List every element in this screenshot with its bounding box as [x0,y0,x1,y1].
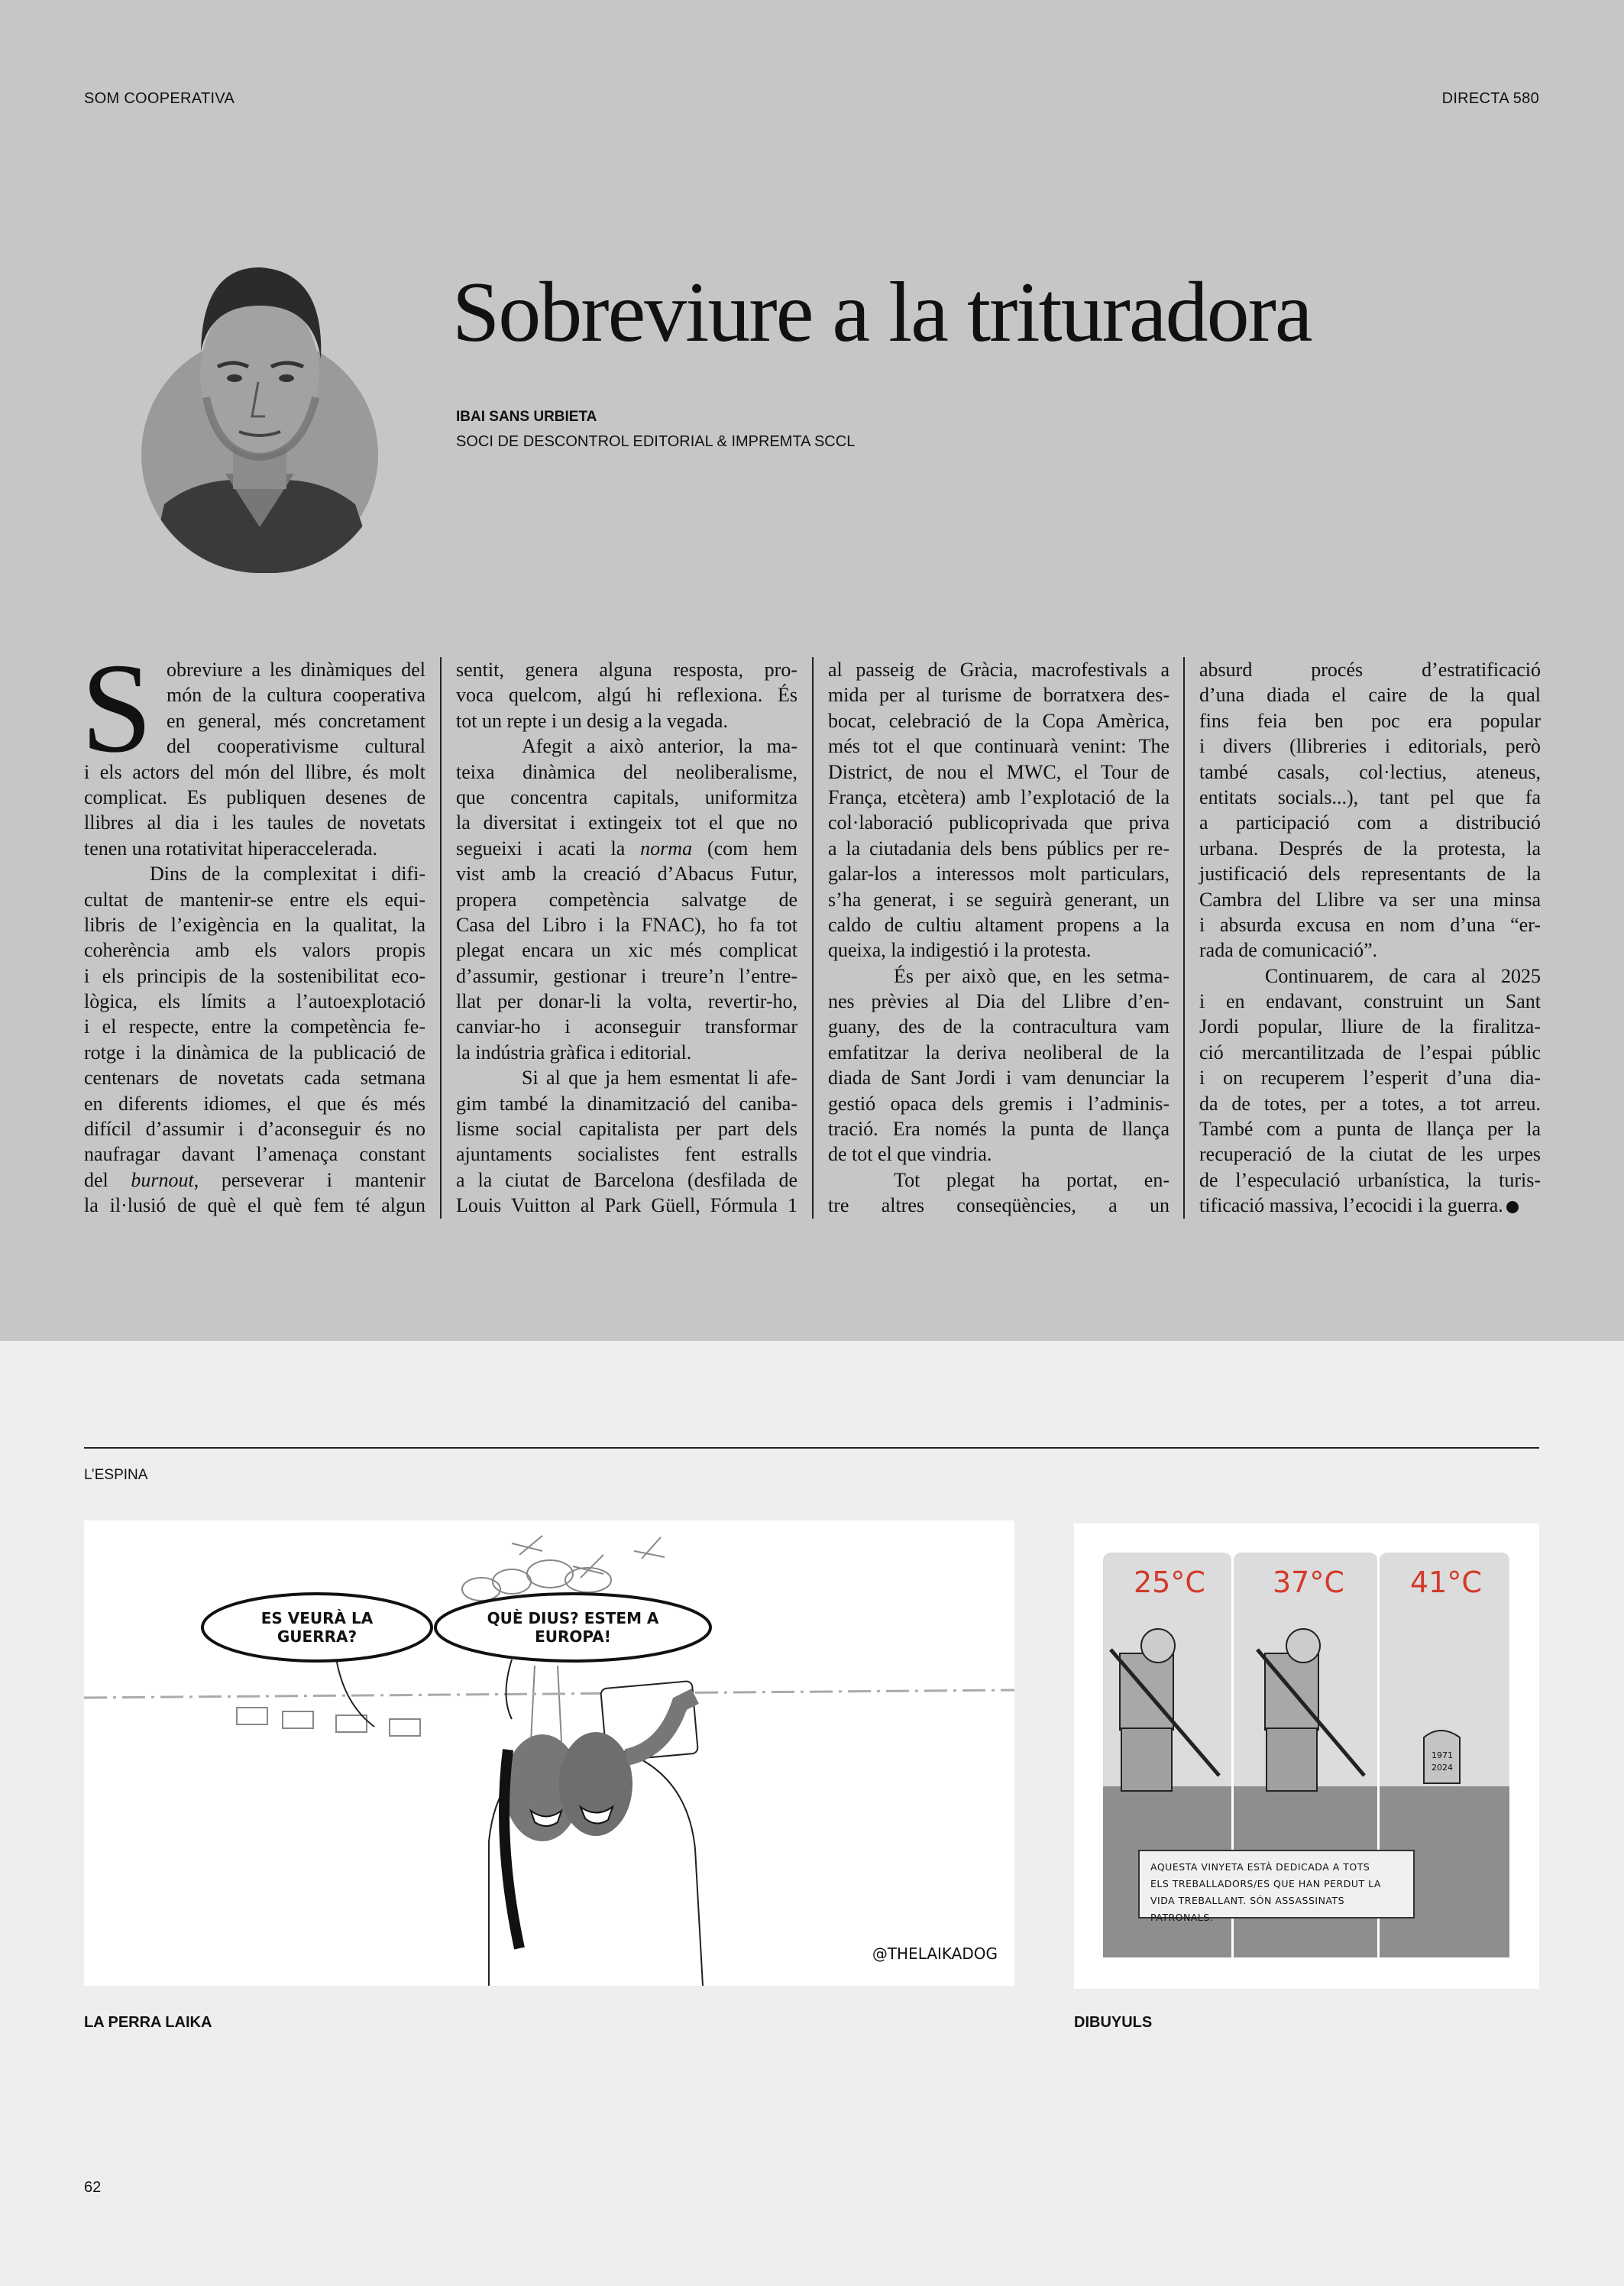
text-line: rotge i la dinàmica de la publicació de [84,1041,425,1064]
text-line: d’una diada el caire de la qual [1199,684,1541,707]
text-line: gestió opaca dels gremis i l’adminis- [828,1092,1169,1115]
author-photo [134,252,386,573]
text-line: rada de comunicació”. [1199,939,1378,962]
text-line: segueixi i acati la norma (com hem [456,837,797,860]
tomb-year-death: 2024 [1432,1763,1453,1773]
text-line: la il·lusió de què el què fem té algun [84,1194,425,1217]
text-line: galar-los a interessos molt particulars, [828,863,1169,886]
text-line: Continuarem, de cara al 2025 [1265,964,1541,987]
text-line: més tot el que continuarà venint: The [828,735,1169,758]
text-line: en general, més concretament [167,709,425,732]
memorial-plaque [1138,1850,1415,1923]
text-line: i el respecte, entre la competència fe- [84,1015,425,1038]
text-line: lisme social capitalista per part dels [456,1118,797,1141]
text-line: teixa dinàmica del neoliberalisme, [456,760,797,783]
text-line: Dins de la complexitat i difi- [150,863,425,886]
cartoon-la-perra-laika [84,1520,1014,1986]
tombstone [1430,1750,1454,1774]
text-line: món de la cultura cooperativa [167,684,425,707]
text-line: nes prèvies al Dia del Llibre d’en- [828,990,1169,1013]
text-line: emfatitzar la deriva neoliberal de la [828,1041,1169,1064]
text-line: i en endavant, construint un Sant [1199,990,1541,1013]
text-line: sentit, genera alguna resposta, pro- [456,659,797,681]
text-line: ajuntaments socialistes fent estralls [456,1143,797,1166]
text-line: plegat encara un xic més complicat [456,939,797,962]
text-line: gim també la dinamització del caniba- [456,1092,797,1115]
text-line: mida per al turisme de borratxera des- [828,684,1169,707]
column-divider [812,657,814,1219]
italic-term: norma [640,837,693,860]
section-header: SOM COOPERATIVA [84,90,235,107]
column-divider [1183,657,1185,1219]
text-line: Casa del Libro i la FNAC), ho fa tot [456,913,797,936]
text-line: centenars de novetats cada setmana [84,1067,425,1090]
plaque-line: AQUESTA VINYETA ESTÀ DEDICADA A TOTS [1150,1861,1370,1873]
text-line: caldo de cultiu altament propens a la [828,913,1169,936]
text-line: la indústria gràfica i editorial. [456,1041,692,1064]
column-divider [440,657,442,1219]
text-line: i absurda excusa en nom d’una “er- [1199,913,1541,936]
text-line: i on recuperem l’esperit d’una dia- [1199,1067,1541,1090]
text-line: És per això que, en les setma- [894,964,1169,987]
page-number: 62 [84,2179,102,2196]
text-line: libris de l’exigència en la qualitat, la [84,913,425,936]
text-line: tenen una rotativitat hiperaccelerada. [84,837,378,860]
text-line: ció mercantilitzada de l’espai públic [1199,1041,1541,1064]
text-line: s’ha generat, i se seguirà generant, un [828,888,1169,911]
text-line: llat per donar-li la volta, revertir-ho, [456,990,797,1013]
text-line: del burnout, perseverar i mantenir [84,1168,425,1191]
text-line: i els actors del món del llibre, és molt [84,760,425,783]
text-line: da de totes, per a totes, a tot arreu. [1199,1092,1541,1115]
article-column-4 [1199,657,1541,1219]
end-mark-icon [1506,1201,1519,1213]
text-line: Si al que ja hem esmentat li afe- [522,1067,797,1090]
text-line: que concentra capitals, uniformitza [456,785,797,808]
text-line: diada de Sant Jordi i vam denunciar la [828,1067,1169,1090]
text-line: coherència amb els valors propis [84,939,425,962]
text-line: urbana. Després de la protesta, la [1199,837,1541,860]
text-line: al passeig de Gràcia, macrofestivals a [828,659,1169,681]
text-line: guany, des de la contracultura vam [828,1015,1169,1038]
text-line: tre altres conseqüències, a un [828,1194,1169,1217]
cartoon-dibuyuls [1074,1523,1539,1989]
text-line: Cambra del Llibre va ser una minsa [1199,888,1541,911]
text-line: Jordi popular, lliure de la firalitza- [1199,1015,1541,1038]
text-line: difícil d’assumir i d’aconseguir és no [84,1118,425,1141]
issue-header: DIRECTA 580 [1441,90,1539,107]
text-line: canviar-ho i aconseguir transformar [456,1015,797,1038]
temperature-label-3: 41°C [1410,1566,1482,1599]
section-rule [84,1447,1539,1449]
plaque-line: ELS TREBALLADORS/ES QUE HAN PERDUT LA [1150,1878,1381,1889]
text-line: Louis Vuitton al Park Güell, Fórmula 1 [456,1194,797,1217]
section-label: L’ESPINA [84,1467,148,1483]
cartoonist-signature: @THELAIKADOG [872,1944,998,1963]
text-line: propera competència salvatge de [456,888,797,911]
tomb-year-birth: 1971 [1432,1750,1453,1760]
cartoon-illustration [84,1520,1014,1986]
text-line: absurd procés d’estratificació [1199,659,1541,681]
italic-term: burnout [131,1168,194,1191]
text-line: de tot el que vindria. [828,1143,992,1166]
text-line: a la ciutat de Barcelona (desfilada de [456,1168,797,1191]
temperature-label-2: 37°C [1273,1566,1344,1599]
author-name: IBAI SANS URBIETA [456,409,597,425]
article-title: Sobreviure a la trituradora [452,265,1312,360]
text-line: També com a punta de llança per la [1199,1118,1541,1141]
text-line: i divers (llibreries i editorials, però [1199,735,1541,758]
speech-bubble-1: ES VEURÀ LA GUERRA? [260,1609,374,1646]
text-line: District, de nou el MWC, el Tour de [828,760,1169,783]
article-column-2 [456,657,797,1219]
text-line: també casals, col·lectius, ateneus, [1199,760,1541,783]
text-line: naufragar davant l’amenaça constant [84,1143,425,1166]
text-line: a la ciutadania dels bens públics per re- [828,837,1169,860]
text-line: Afegit a això anterior, la ma- [522,735,797,758]
cartoon-caption-1: LA PERRA LAIKA [84,2014,212,2031]
text-line: la diversitat i extingeix tot el que no [456,811,797,834]
article-column-1 [84,657,425,1219]
text-line: i els principis de la sostenibilitat eco- [84,964,425,987]
text-line: cultat de mantenir-se entre els equi- [84,888,425,911]
text-line: queixa, la indigestió i la protesta. [828,939,1092,962]
text-line: tot un repte i un desig a la vegada. [456,709,728,732]
text-line: tració. Era només la punta de llança [828,1118,1169,1141]
text-line: voca quelcom, algú hi reflexiona. És [456,684,797,707]
text-line: tificació massiva, l’ecocidi i la guerra. [1199,1193,1541,1218]
speech-bubble-2: QUÈ DIUS? ESTEM A EUROPA! [487,1609,659,1646]
text-line: fins feia ben poc era popular [1199,709,1541,732]
plaque-line: VIDA TREBALLANT. SÓN ASSASSINATS PATRONALS. [1150,1895,1345,1923]
text-line: llibres al dia i les taules de novetats [84,811,425,834]
article-column-3 [828,657,1169,1219]
text-line: d’assumir, gestionar i treure’n l’entre- [456,964,797,987]
text-line: obreviure a les dinàmiques del [167,659,425,681]
text-line: col·laboració publicoprivada que priva [828,811,1169,834]
text-line: recuperació de la ciutat de les urpes [1199,1143,1541,1166]
temperature-label-1: 25°C [1134,1566,1205,1599]
text-line: del cooperativisme cultural [167,735,425,758]
text-line: complicat. Es publiquen desenes de [84,785,425,808]
text-line: de l’especulació urbanística, la turis- [1199,1168,1541,1191]
text-line: Tot plegat ha portat, en- [894,1168,1169,1191]
text-line: a participació com a distribució [1199,811,1541,834]
text-line: lògica, els límits a l’autoexplotació [84,990,425,1013]
text-line: justificació dels representants de la [1199,863,1541,886]
author-affiliation: SOCI DE DESCONTROL EDITORIAL & IMPREMTA SCCL [456,433,856,450]
text-line: bocat, celebració de la Copa Amèrica, [828,709,1169,732]
text-line: França, etcètera) amb l’explotació de la [828,785,1169,808]
text-line: vist amb la creació d’Abacus Futur, [456,863,797,886]
cartoon-caption-2: DIBUYULS [1074,2014,1153,2031]
drop-cap: S [81,637,153,779]
text-line: entitats socials...), tant pel que fa [1199,785,1541,808]
text-line: en diferents idiomes, el que és més [84,1092,425,1115]
